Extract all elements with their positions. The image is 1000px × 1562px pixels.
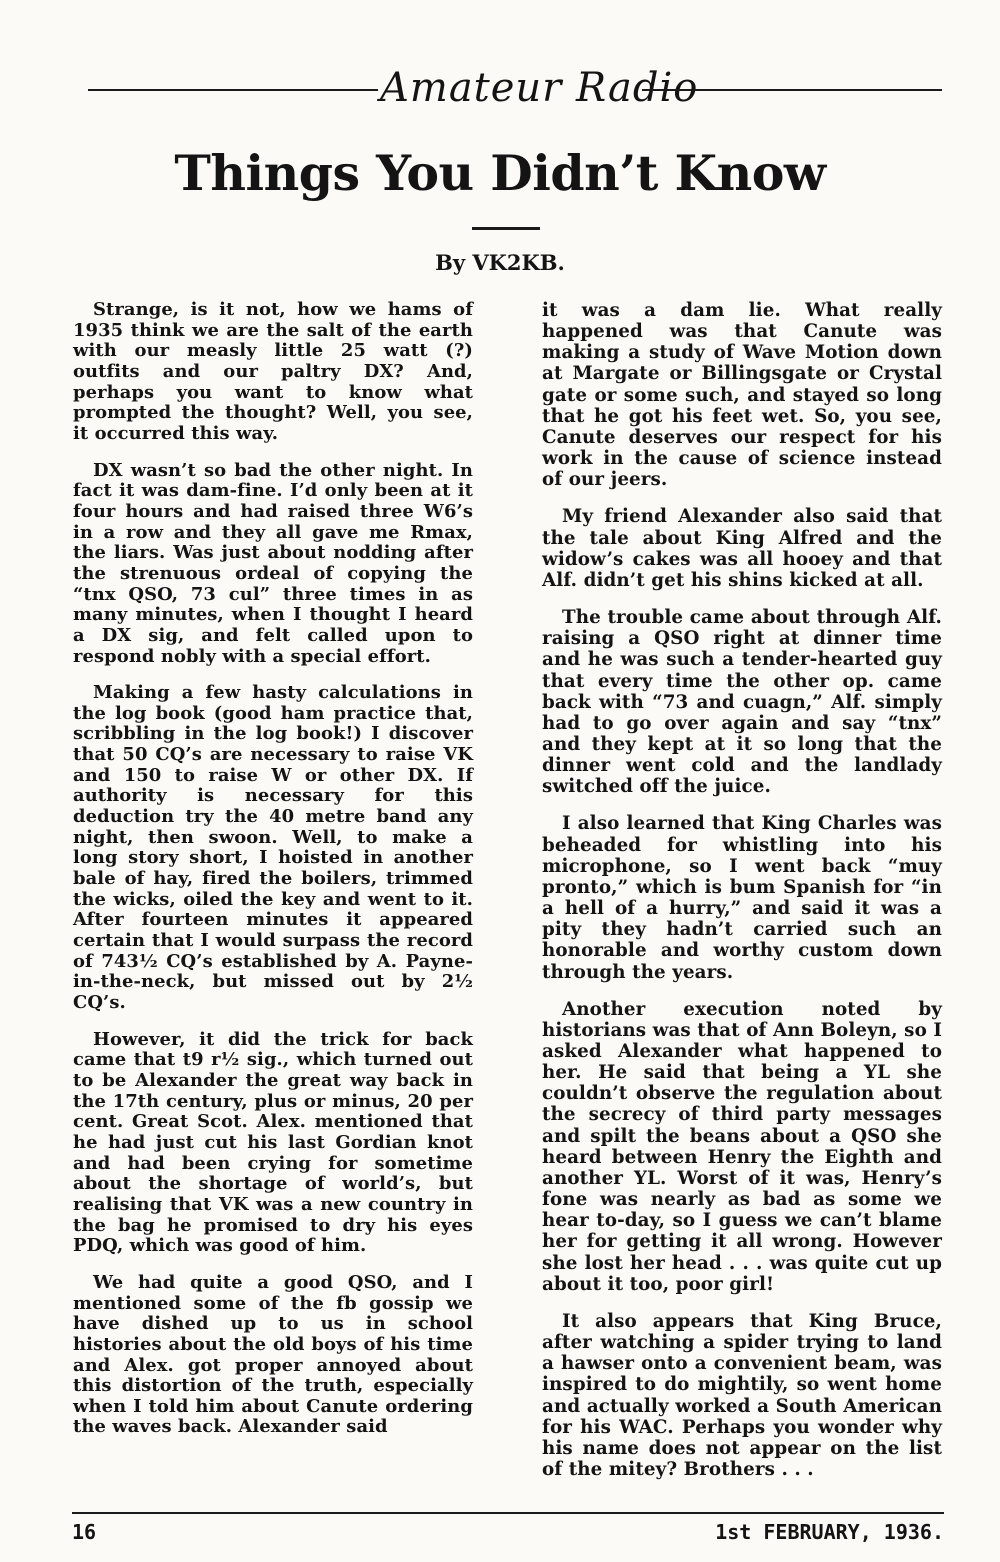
paragraph-continuation: it was a dam lie. What really happened was that Canute was making a study of Wave Motion down at Margate or Billingsgate or Crystal gate or some such, and stayed so long that he got his feet wet. So, you see, Canute deserves our respect for his work in the cause of science instead of our jeers. [542, 300, 942, 491]
paragraph: My friend Alexander also said that the tale about King Alfred and the widow’s cakes was all hooey and that Alf. didn’t get his shins kicked at all. [542, 506, 942, 591]
title-divider [472, 227, 540, 230]
left-column [73, 300, 473, 1454]
masthead-rule-right [642, 89, 942, 91]
paragraph: The trouble came about through Alf. raising a QSO right at dinner time and he was such a tender-hearted guy that every time the other op. came back with “73 and cuagn,” Alf. simply had to go over again and say “tnx” and they kept at it so long that the dinner went cold and the landlady switched off the juice. [542, 607, 942, 798]
article-title: Things You Didn’t Know [174, 144, 826, 202]
footer-rule [72, 1512, 944, 1514]
right-column [542, 300, 942, 1496]
paragraph: Making a few hasty calculations in the log book (good ham practice that, scribbling in the log book!) I discover that 50 CQ’s are necessary to raise VK and 150 to raise W or other DX. If authority is necessary for this deduction try the 40 metre band any night, then swoon. Well, to make a long story short, I hoisted in another bale of hay, fired the boilers, trimmed the wicks, oiled the key and went to it. After fourteen minutes it appeared certain that I would surpass the record of 743½ CQ’s established by A. Payne-in-the-neck, but missed out by 2½ CQ’s. [73, 682, 473, 1013]
paragraph: I also learned that King Charles was beheaded for whistling into his microphone, so I went back “muy pronto,” which is bum Spanish for “in a hell of a hurry,” and said it was a pity they hadn’t carried such an honorable and worthy custom down through the years. [542, 813, 942, 983]
masthead [88, 60, 942, 120]
paragraph: Another execution noted by historians was that of Ann Boleyn, so I asked Alexander what happened to her. He said that being a YL she couldn’t observe the regulation about the secrecy of third party messages and spilt the beans about a QSO she heard between Henry the Eighth and another YL. Worst of it was, Henry’s fone was nearly as bad as some we hear to-day, so I guess we can’t blame her for getting it all wrong. However she lost her head . . . was quite cut up about it too, poor girl! [542, 998, 942, 1295]
issue-date: 1st FEBRUARY, 1936. [715, 1520, 944, 1544]
paragraph: However, it did the trick for back came that t9 r½ sig., which turned out to be Alexander the great way back in the 17th century, plus or minus, 20 per cent. Great Scot. Alex. mentioned that he had just cut his last Gordian knot and had been crying for sometime about the shortage of world’s, but realising that VK was a new country in the bag he promised to dry his eyes PDQ, which was good of him. [73, 1028, 473, 1257]
publication-name: Amateur Radio [380, 65, 699, 111]
page-number: 16 [72, 1520, 97, 1544]
paragraph: We had quite a good QSO, and I mentioned some of the fb gossip we have dished up to us in school histories about the old boys of his time and Alex. got proper annoyed about this distortion of the truth, especially when I told him about Canute ordering the waves back. Alexander said [73, 1271, 473, 1438]
byline: By VK2KB. [435, 250, 565, 275]
masthead-rule-left [88, 89, 378, 91]
paragraph: It also appears that King Bruce, after watching a spider trying to land a hawser onto a convenient beam, was inspired to do mightily, so went home and actually worked a South American for his WAC. Perhaps you wonder why his name does not appear on the list of the mitey? Brothers . . . [542, 1310, 942, 1480]
paragraph: Strange, is it not, how we hams of 1935 think we are the salt of the earth with our measly little 25 watt (?) outfits and our paltry DX? And, perhaps you want to know what prompted the thought? Well, you see, it occurred this way. [73, 299, 473, 444]
paragraph: DX wasn’t so bad the other night. In fact it was dam-fine. I’d only been at it four hours and had raised three W6’s in a row and they all gave me Rmax, the liars. Was just about nodding after the strenuous ordeal of copying the “tnx QSO, 73 cul” three times in as many minutes, when I thought I heard a DX sig, and felt called upon to respond nobly with a special effort. [73, 459, 473, 667]
